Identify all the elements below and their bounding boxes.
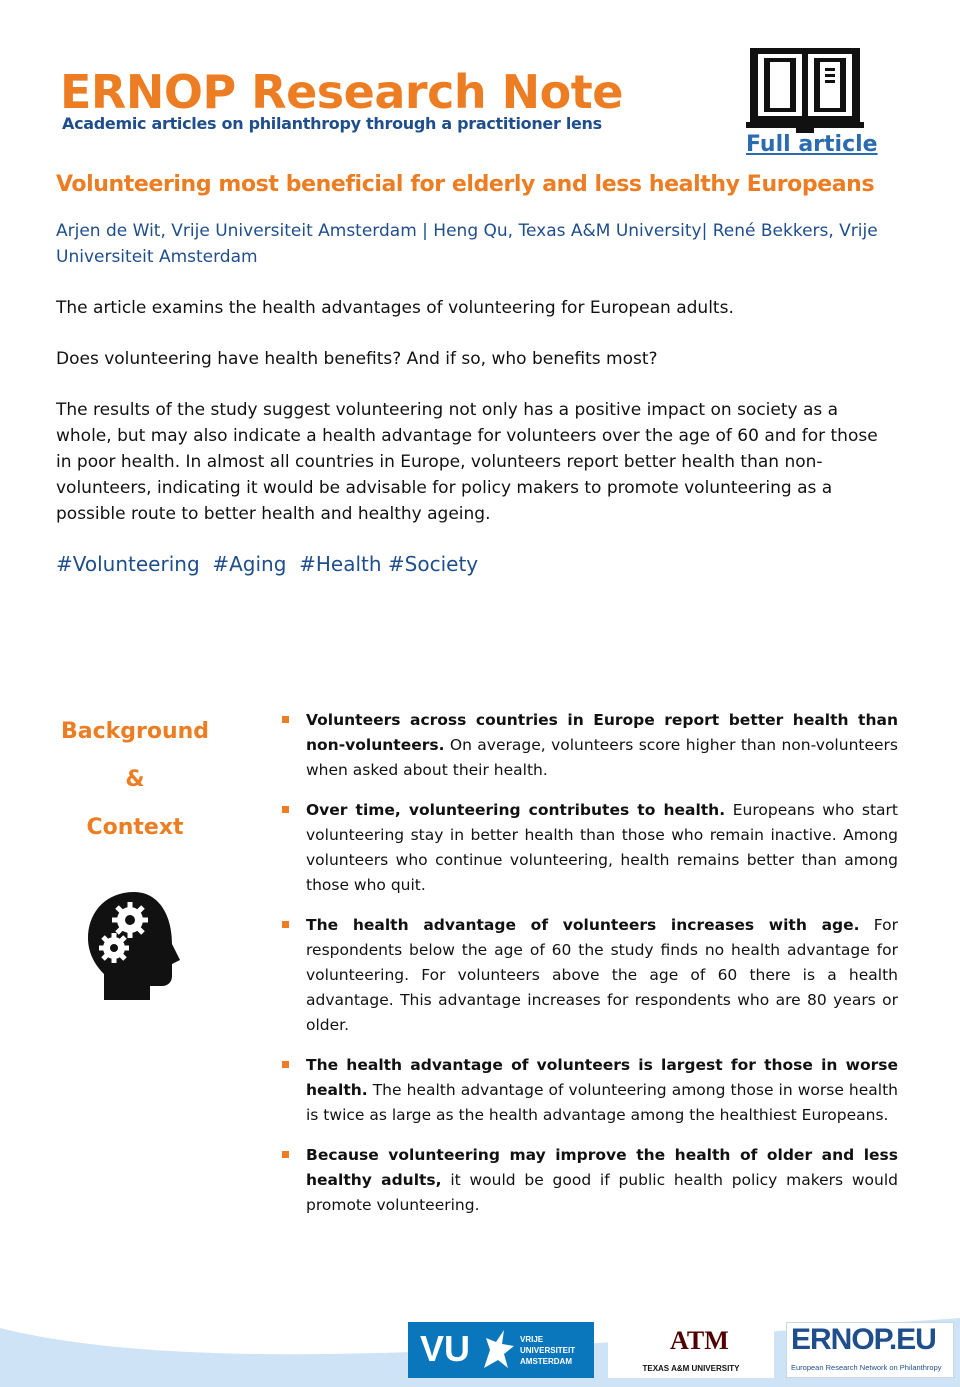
list-item xyxy=(282,913,898,1038)
finding-text: On average, volunteers score higher than non-volunteers when asked about their health. xyxy=(306,736,898,779)
bullet-square-icon xyxy=(282,716,289,723)
vu-logo-mark: VU xyxy=(420,1328,471,1369)
intro-paragraph: The article examins the health advantages of volunteering for European adults. xyxy=(56,298,734,318)
tamu-logo-name: TEXAS A&M UNIVERSITY xyxy=(642,1364,740,1373)
list-item xyxy=(282,1143,898,1218)
article-authors: Arjen de Wit, Vrije Universiteit Amsterdam | Heng Qu, Texas A&M University| René Bekkers, Vrije Universiteit Amsterdam xyxy=(56,221,878,267)
vu-logo-text: VRIJE UNIVERSITEIT AMSTERDAM xyxy=(520,1335,576,1366)
finding-bold: The health advantage of volunteers increases with age. xyxy=(306,916,860,934)
book-icon[interactable] xyxy=(746,46,864,134)
bullet-square-icon xyxy=(282,921,289,928)
page-title: ERNOP Research Note xyxy=(60,65,623,119)
background-heading xyxy=(40,708,230,852)
page-subtitle: Academic articles on philanthropy through a practitioner lens xyxy=(62,114,602,133)
key-findings-list xyxy=(282,708,898,1233)
griffin-icon xyxy=(478,1328,518,1372)
tamu-logo-mark: ATM xyxy=(670,1326,729,1355)
article-title: Volunteering most beneficial for elderly and less healthy Europeans xyxy=(56,172,875,197)
question-paragraph: Does volunteering have health benefits? And if so, who benefits most? xyxy=(56,349,658,369)
tamu-logo xyxy=(608,1322,774,1378)
bullet-square-icon xyxy=(282,1061,289,1068)
head-gears-icon xyxy=(84,890,184,1002)
finding-text: it would be good if public health policy makers would promote volunteering. xyxy=(306,1171,899,1214)
background-heading-line: Context xyxy=(86,815,184,840)
full-article-link[interactable]: Full article xyxy=(746,132,878,157)
finding-text: Europeans who start volunteering stay in better health than those who remain inactive. Among volunteers who continue volunteering, health remains better than among those who quit. xyxy=(306,801,898,894)
background-heading-line: Background xyxy=(60,719,210,744)
ernop-logo-mark: ERNOP.EU xyxy=(791,1323,936,1356)
results-paragraph: The results of the study suggest volunteering not only has a positive impact on society as a whole, but may also indicate a health advantage for volunteers over the age of 60 and for those in poor health. In almost all countries in Europe, volunteers report better health than non-volunteers, indicating it would be advisable for policy makers to promote volunteering as a possible route to better health and healthy ageing. xyxy=(56,400,878,524)
list-item xyxy=(282,1053,898,1128)
ernop-logo-tagline: European Research Network on Philanthropy xyxy=(791,1363,942,1372)
finding-text: The health advantage of volunteering among those in worse health is twice as large as the health advantage among the healthiest Europeans. xyxy=(306,1081,898,1124)
bullet-square-icon xyxy=(282,806,289,813)
ernop-logo xyxy=(786,1322,954,1378)
bullet-square-icon xyxy=(282,1151,289,1158)
finding-bold: The health advantage of volunteers is largest for those in worse health. xyxy=(306,1056,898,1099)
list-item xyxy=(282,708,898,783)
finding-text: For respondents below the age of 60 the study finds no health advantage for volunteering. For volunteers above the age of 60 there is a health advantage. This advantage increases for respondents who are 80 years or older. xyxy=(306,916,898,1034)
finding-bold: Volunteers across countries in Europe report better health than non-volunteers. xyxy=(306,711,898,754)
list-item xyxy=(282,798,898,898)
finding-bold: Because volunteering may improve the health of older and less healthy adults, xyxy=(306,1146,898,1189)
finding-bold: Over time, volunteering contributes to health. xyxy=(306,801,726,819)
hashtags: #Volunteering #Aging #Health #Society xyxy=(56,552,479,576)
vu-logo xyxy=(408,1322,594,1378)
background-heading-ampersand: & xyxy=(125,767,145,792)
